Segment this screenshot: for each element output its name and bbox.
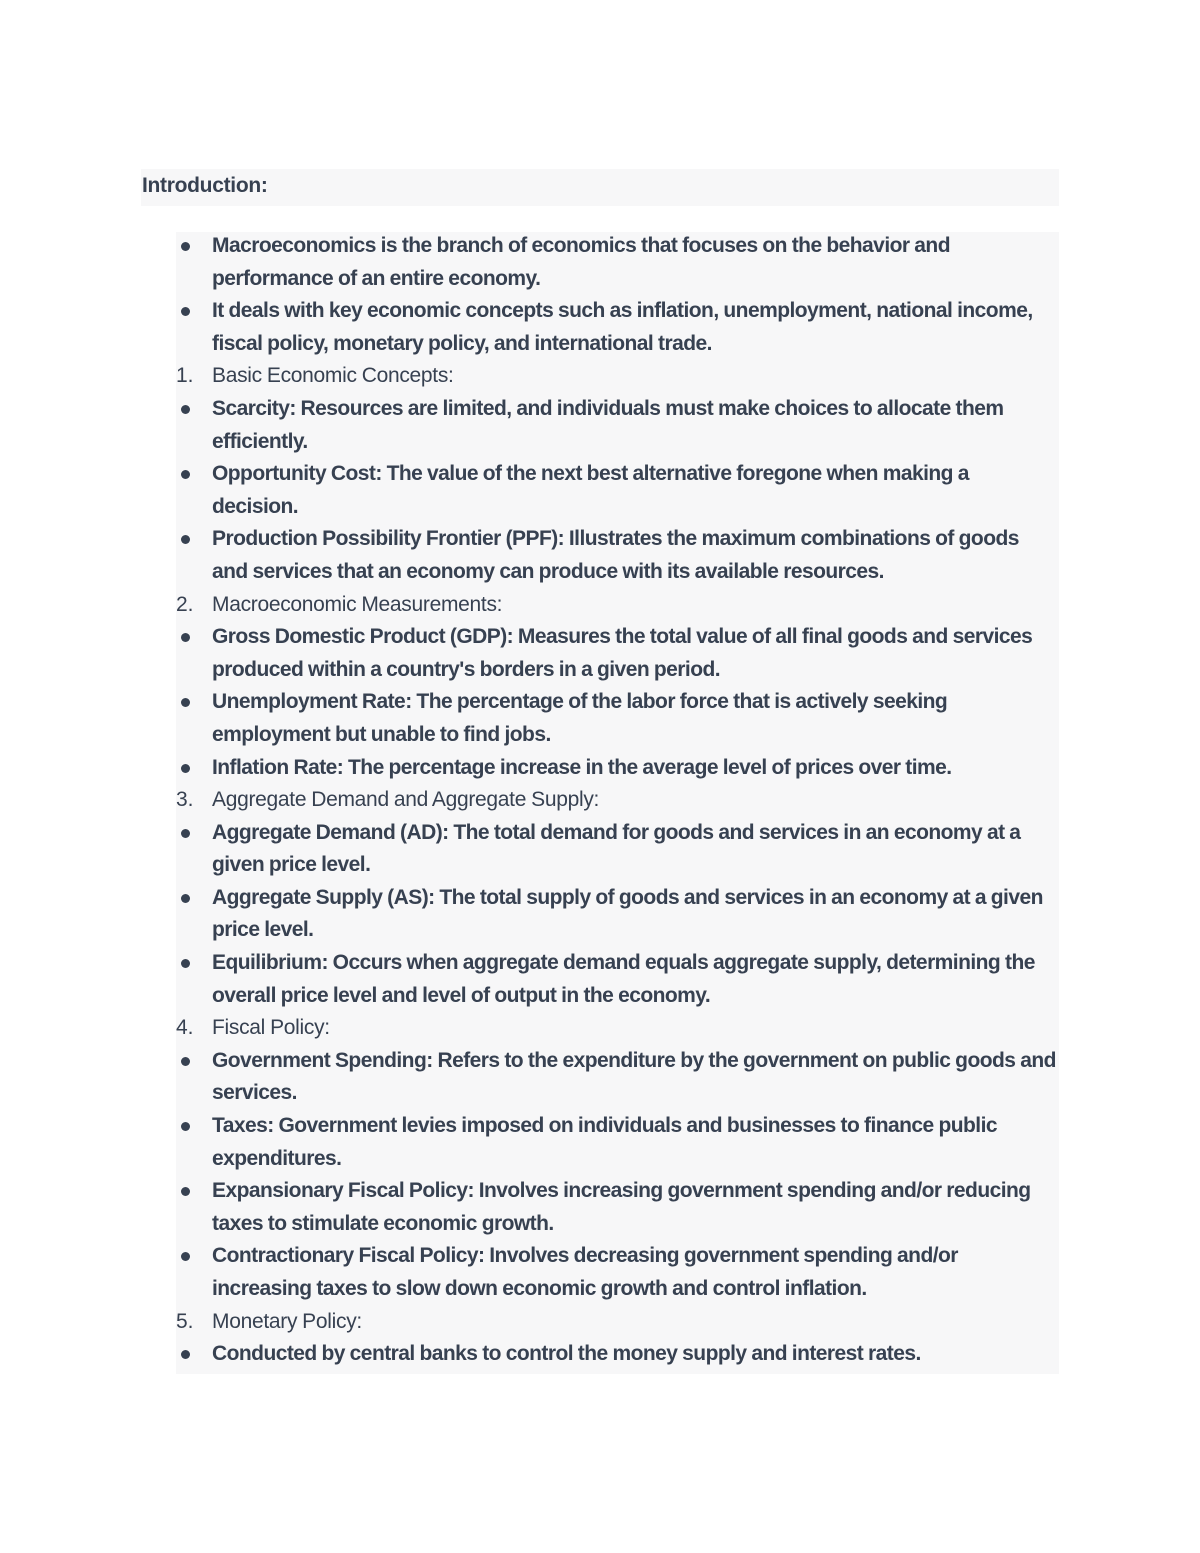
numbered-list-item (176, 589, 1056, 622)
list-number-label: 4. (176, 1016, 194, 1040)
bullet-icon (176, 230, 206, 263)
content-list (176, 230, 1056, 1371)
bullet-dot-icon (181, 959, 190, 968)
bullet-list-item (176, 393, 1056, 458)
list-item-text: Macroeconomics is the branch of economics that focuses on the behavior and performance of an entire economy. (212, 234, 950, 290)
bullet-dot-icon (181, 894, 190, 903)
bullet-list-item (176, 1110, 1056, 1175)
bullet-icon (176, 686, 206, 719)
list-item-text: Unemployment Rate: The percentage of the labor force that is actively seeking employment but unable to find jobs. (212, 690, 948, 746)
list-number-label: 2. (176, 592, 194, 616)
bullet-dot-icon (181, 1350, 190, 1359)
bullet-icon (176, 752, 206, 785)
list-number (176, 784, 206, 817)
list-item-text: Monetary Policy: (212, 1309, 362, 1333)
bullet-dot-icon (181, 307, 190, 316)
heading-highlight (141, 169, 1059, 206)
bullet-list-item (176, 621, 1056, 686)
bullet-list-item (176, 686, 1056, 751)
bullet-list-item (176, 947, 1056, 1012)
list-item-text: Production Possibility Frontier (PPF): Illustrates the maximum combinations of goods and services that an economy can produce with its available resources. (212, 527, 1019, 583)
list-item-text: Fiscal Policy: (212, 1016, 330, 1040)
bullet-icon (176, 882, 206, 915)
bullet-list-item (176, 1338, 1056, 1371)
bullet-list-item (176, 1240, 1056, 1305)
bullet-list-item (176, 1175, 1056, 1240)
bullet-dot-icon (181, 405, 190, 414)
bullet-icon (176, 1110, 206, 1143)
list-item-text: Aggregate Demand (AD): The total demand for goods and services in an economy at a given price level. (212, 820, 1021, 877)
bullet-icon (176, 1175, 206, 1208)
bullet-icon (176, 621, 206, 654)
list-number (176, 360, 206, 393)
numbered-list-item (176, 360, 1056, 393)
list-number-label: 3. (176, 788, 194, 812)
list-item-text: It deals with key economic concepts such as inflation, unemployment, national income, fiscal policy, monetary policy, and international trade. (212, 299, 1033, 355)
list-number (176, 1012, 206, 1045)
list-number (176, 589, 206, 622)
bullet-dot-icon (181, 829, 190, 838)
bullet-dot-icon (181, 698, 190, 707)
bullet-list-item (176, 882, 1056, 947)
bullet-dot-icon (181, 1252, 190, 1261)
bullet-list-item (176, 817, 1056, 882)
numbered-list-item (176, 1012, 1056, 1045)
bullet-list-item (176, 1045, 1056, 1110)
bullet-list-item (176, 523, 1056, 588)
bullet-icon (176, 523, 206, 556)
list-number-label: 1. (176, 364, 194, 388)
bullet-dot-icon (181, 633, 190, 642)
bullet-icon (176, 1240, 206, 1273)
list-item-text: Aggregate Supply (AS): The total supply of goods and services in an economy at a given price level. (212, 885, 1043, 942)
bullet-icon (176, 1338, 206, 1371)
list-item-text: Expansionary Fiscal Policy: Involves increasing government spending and/or reducing taxes to stimulate economic growth. (212, 1179, 1031, 1235)
bullet-dot-icon (181, 1187, 190, 1196)
list-item-text: Contractionary Fiscal Policy: Involves decreasing government spending and/or increasing taxes to slow down economic growth and control inflation. (212, 1244, 958, 1300)
section-heading: Introduction: (142, 174, 268, 197)
bullet-dot-icon (181, 764, 190, 773)
list-item-text: Basic Economic Concepts: (212, 364, 454, 388)
bullet-dot-icon (181, 1122, 190, 1131)
bullet-icon (176, 393, 206, 426)
bullet-dot-icon (181, 535, 190, 544)
list-item-text: Inflation Rate: The percentage increase in the average level of prices over time. (212, 755, 952, 779)
bullet-icon (176, 458, 206, 491)
bullet-icon (176, 295, 206, 328)
bullet-icon (176, 947, 206, 980)
bullet-icon (176, 817, 206, 850)
numbered-list-item (176, 1306, 1056, 1339)
bullet-dot-icon (181, 1057, 190, 1066)
bullet-list-item (176, 752, 1056, 785)
bullet-dot-icon (181, 470, 190, 479)
list-item-text: Gross Domestic Product (GDP): Measures the total value of all final goods and services produced within a country's borders in a given period. (212, 625, 1033, 681)
list-item-text: Opportunity Cost: The value of the next best alternative foregone when making a decision. (212, 462, 969, 518)
list-item-text: Aggregate Demand and Aggregate Supply: (212, 788, 600, 812)
list-item-text: Macroeconomic Measurements: (212, 592, 503, 616)
bullet-dot-icon (181, 242, 190, 251)
list-number-label: 5. (176, 1309, 194, 1333)
list-item-text: Taxes: Government levies imposed on individuals and businesses to finance public expenditures. (212, 1114, 997, 1170)
numbered-list-item (176, 784, 1056, 817)
list-item-text: Scarcity: Resources are limited, and individuals must make choices to allocate them efficiently. (212, 396, 1004, 453)
list-number (176, 1306, 206, 1339)
bullet-list-item (176, 458, 1056, 523)
bullet-icon (176, 1045, 206, 1078)
bullet-list-item (176, 230, 1056, 295)
bullet-list-item (176, 295, 1056, 360)
list-item-text: Government Spending: Refers to the expenditure by the government on public goods and services. (212, 1048, 1056, 1105)
list-item-text: Conducted by central banks to control the money supply and interest rates. (212, 1342, 921, 1366)
list-item-text: Equilibrium: Occurs when aggregate demand equals aggregate supply, determining the overall price level and level of output in the economy. (212, 951, 1035, 1007)
